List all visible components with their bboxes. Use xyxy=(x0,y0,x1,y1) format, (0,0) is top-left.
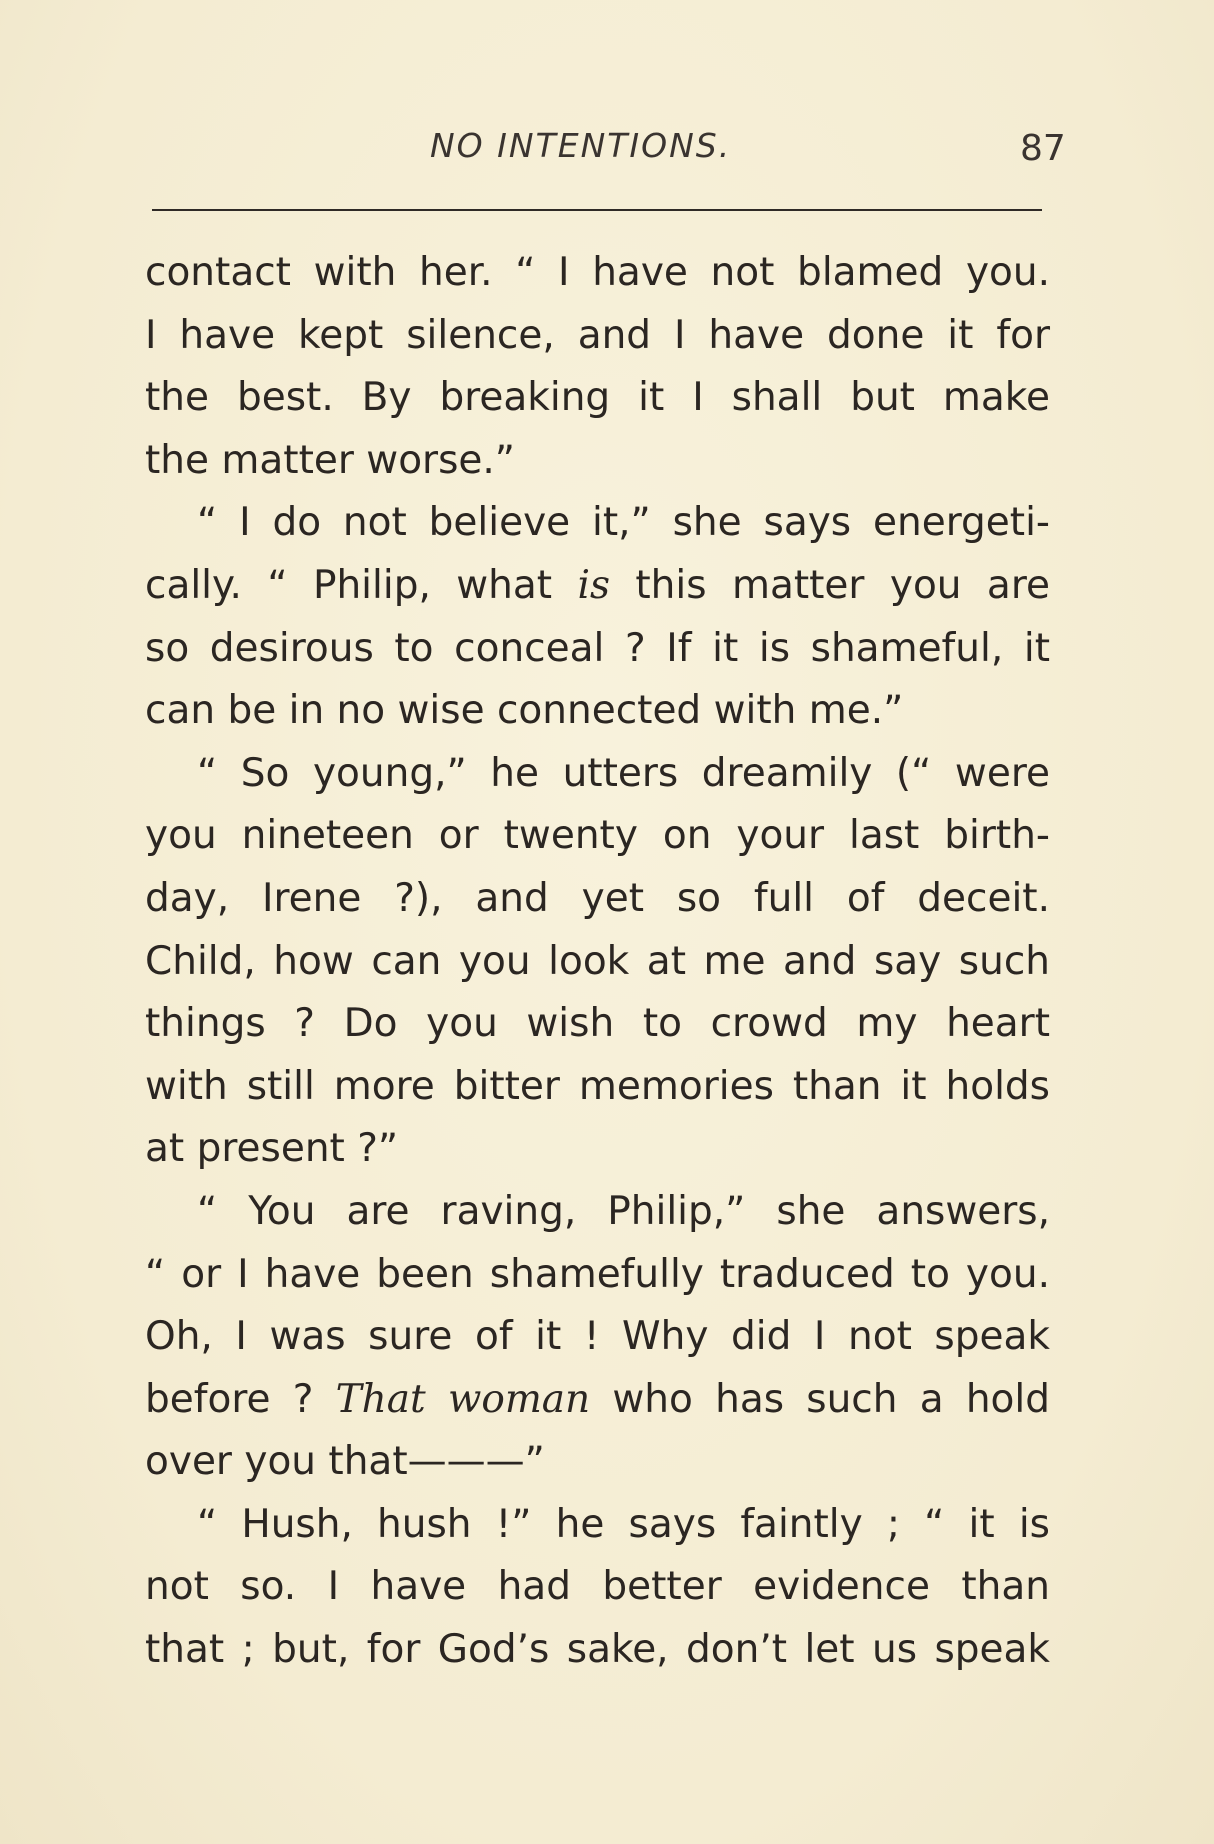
text-segment: before ? xyxy=(145,1376,336,1422)
text-line: over you that———” xyxy=(145,1439,545,1485)
text-line: the matter worse.” xyxy=(145,437,516,483)
text-line: “ You are raving, Philip,” she answers, xyxy=(197,1188,1050,1234)
text-line: things ? Do you wish to crowd my heart xyxy=(145,1001,1050,1047)
text-line: “ So young,” he utters dreamily (“ were xyxy=(197,750,1050,796)
text-line: you nineteen or twenty on your last birth- xyxy=(145,813,1050,859)
text-line: at present ?” xyxy=(145,1126,399,1172)
text-segment: this matter you are xyxy=(609,562,1050,608)
text-line: the best. By breaking it I shall but make xyxy=(145,375,1050,421)
text-segment: who has such a hold xyxy=(590,1376,1050,1422)
text-line: Oh, I was sure of it ! Why did I not speak xyxy=(145,1314,1050,1360)
text-line: that ; but, for God’s sake, don’t let us speak xyxy=(145,1627,1050,1673)
body-text xyxy=(145,242,1050,1682)
text-line: Child, how can you look at me and say such xyxy=(145,938,1050,984)
header-rule xyxy=(152,209,1042,211)
text-line: “ I do not believe it,” she says energeti- xyxy=(197,500,1050,546)
running-title: NO INTENTIONS. xyxy=(430,126,732,165)
text-segment: cally. “ Philip, what xyxy=(145,562,578,608)
text-line: “ or I have been shamefully traduced to you. xyxy=(145,1251,1050,1297)
text-line: day, Irene ?), and yet so full of deceit. xyxy=(145,875,1050,921)
text-line xyxy=(145,1369,1050,1432)
text-line xyxy=(145,555,1050,618)
text-line: not so. I have had better evidence than xyxy=(145,1564,1050,1610)
page-number: 87 xyxy=(1020,128,1066,169)
italic-text: That woman xyxy=(335,1376,591,1422)
italic-text: is xyxy=(577,562,610,608)
text-line: with still more bitter memories than it holds xyxy=(145,1063,1050,1109)
text-line: contact with her. “ I have not blamed you. xyxy=(145,250,1050,295)
text-line: I have kept silence, and I have done it for xyxy=(145,312,1050,358)
text-line: can be in no wise connected with me.” xyxy=(145,688,904,734)
text-line: “ Hush, hush !” he says faintly ; “ it is xyxy=(197,1501,1050,1547)
text-line: so desirous to conceal ? If it is shameful, it xyxy=(145,625,1050,671)
